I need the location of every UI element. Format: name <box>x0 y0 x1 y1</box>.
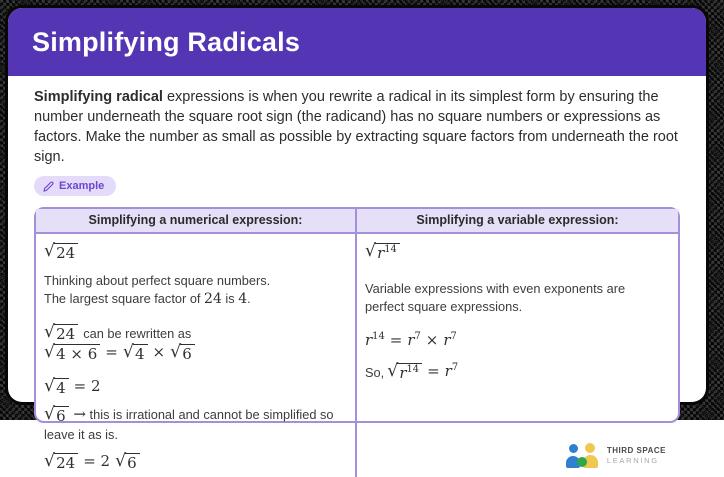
radical-sign: √ <box>365 240 377 261</box>
third-space-learning-logo <box>566 443 666 469</box>
radical-sign: √ <box>170 342 182 363</box>
radical-sign: √ <box>44 321 56 342</box>
example-badge-label: Example <box>59 180 105 193</box>
page-title: Simplifying Radicals <box>32 26 301 57</box>
table-header-numerical: Simplifying a numerical expression: <box>36 209 357 232</box>
math-final-numerical: √ 24 = 2 √ 6 <box>44 452 346 473</box>
radical-sign: √ <box>387 361 399 381</box>
numerical-example-cell <box>36 234 357 477</box>
table-body-row <box>36 234 678 477</box>
radical-sign: √ <box>44 376 56 397</box>
card-content <box>8 88 706 472</box>
radical-sign: √ <box>122 342 134 363</box>
logo-people-icon <box>566 443 600 469</box>
arrow-icon: → <box>73 404 86 423</box>
so-label: So, <box>365 365 385 380</box>
variable-note: Variable expressions with even exponents are perfect square expressions. <box>365 280 626 314</box>
intro-paragraph <box>34 88 680 167</box>
radical-sign: √ <box>44 450 56 471</box>
math-sqrt4-equals-2: √ 4 = 2 <box>44 376 101 398</box>
pencil-icon <box>43 181 54 192</box>
radical-sign: √ <box>44 240 56 261</box>
radical-sign: √ <box>115 450 127 471</box>
numerical-note: Thinking about perfect square numbers. The largest square factor of 24 is 4. <box>44 272 271 307</box>
irrational-note-line: √ 6 → this is irrational and cannot be simplified so leave it as is. <box>44 403 334 442</box>
math-r14-identity: $r^{14} = r^7 \times r^7$ <box>365 331 457 349</box>
logo-blue-head <box>569 444 578 453</box>
intro-body-text: expressions is when you rewrite a radical in its simplest form by ensuring the number underneath the square root sign (the radicand) has no square numbers or expressions as factors. Make the number as small as possible by extracting square factors from underneath the root sign. <box>34 89 678 165</box>
example-table <box>34 207 680 472</box>
math-sqrt-r14: √ $r^{14}$ <box>365 242 669 263</box>
example-badge[interactable] <box>34 176 116 196</box>
rewrite-line: √ 24 can be rewritten as √ 4 × 6 = √ 4 × √ 6 <box>44 323 346 365</box>
logo-yellow-head <box>585 443 595 453</box>
intro-bold-term: Simplifying radical <box>34 89 163 105</box>
radical-sign: √ <box>44 342 56 363</box>
table-header-row <box>36 209 678 234</box>
logo-wordmark: THIRD SPACE LEARNING <box>606 446 666 465</box>
radical-sign: √ <box>44 403 56 424</box>
math-24: 24 <box>204 290 222 307</box>
variable-example-cell <box>357 234 678 477</box>
table-header-variable: Simplifying a variable expression: <box>416 213 619 228</box>
math-sqrt24: √ 24 <box>44 242 346 263</box>
lesson-card <box>8 8 706 472</box>
title-banner <box>8 8 706 76</box>
rewrite-text: can be rewritten as <box>83 325 192 341</box>
math-4: 4 <box>238 290 248 307</box>
math-final-variable: So, √ $r^{14}$ = $r^7$ <box>365 361 459 382</box>
logo-green-dot <box>577 457 587 467</box>
